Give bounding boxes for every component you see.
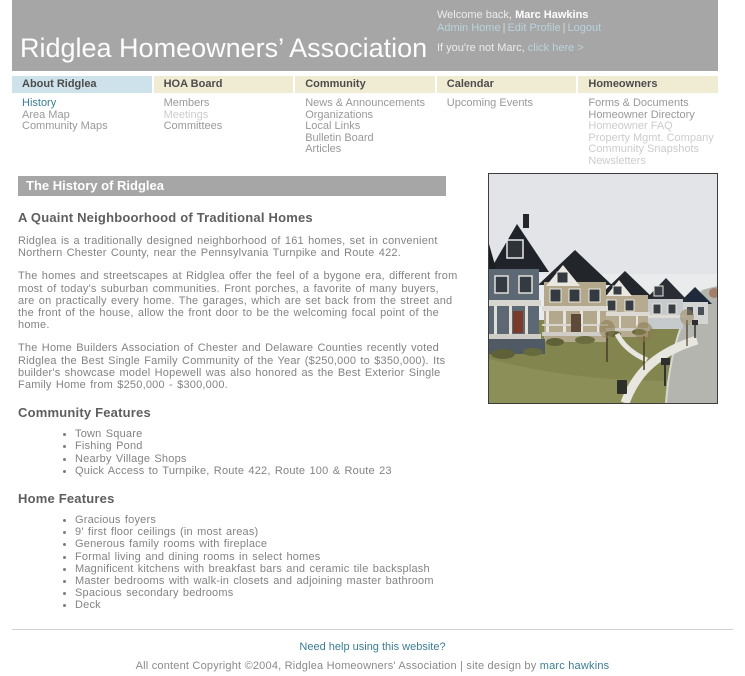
paragraph: Ridglea is a traditionally designed neighborhood of 161 homes, set in convenient Northern Chester County, near the Pennsylvania Turnpike and Route 422. [18,235,438,260]
nav-link-area-map[interactable]: Area Map [22,108,70,121]
switch-user-line [437,42,601,55]
edit-profile-link[interactable]: Edit Profile [507,22,561,34]
list-item: • Fishing Pond [75,440,458,452]
section-heading: A Quaint Neighboorhood of Traditional Homes [18,210,313,225]
sub-nav [12,93,718,176]
list-item: • Master bedrooms with walk-in closets and adjoining master bathroom [75,575,458,587]
list-item: • Formal living and dining rooms in select homes [75,551,458,563]
nav-link-articles[interactable]: Articles [305,143,342,155]
home-features-heading: Home Features [18,491,115,507]
nav-link-forms-documents[interactable]: Forms & Documents [588,97,689,109]
switch-user-link[interactable]: click here > [527,42,584,54]
page-title: The History of Ridglea [18,176,446,196]
link-separator: | [502,22,506,34]
article-column [18,176,458,612]
nav-link-bulletin-board[interactable]: Bulletin Board [305,131,374,144]
main-nav [12,76,718,93]
tab-community[interactable]: Community [295,76,435,93]
not-user-text: If you're not Marc, [437,42,525,54]
nav-link-newsletters: Newsletters [588,154,646,167]
site-footer [12,629,733,672]
nav-link-history[interactable]: History [22,97,57,109]
list-item: • Spacious secondary bedrooms [75,587,458,599]
welcome-line [437,9,601,22]
copyright-text: All content Copyright ©2004, Ridglea Homeowners' Association | site design by [135,660,537,672]
tab-hoa-board[interactable]: HOA Board [154,76,294,93]
list-item: • Deck [75,599,458,611]
home-features-list [18,514,458,612]
subnav-hoa-board [154,98,294,176]
list-item: • Nearby Village Shops [75,453,458,465]
list-item: • Town Square [75,428,458,440]
nav-link-property-mgmt-company: Property Mgmt. Company [588,131,714,144]
list-item: • Generous family rooms with fireplace [75,538,458,550]
tab-about-ridglea[interactable]: About Ridglea [12,76,152,93]
nav-link-meetings: Meetings [163,108,209,121]
user-welcome-block [437,9,601,55]
paragraph: The homes and streetscapes at Ridglea offer the feel of a bygone era, different from most of today's suburban communities. Front porches, a favorite of many buyers, are on practically every home. The garages, which are set back from the street and the front of the house, allow the front door to be the welcoming focal point of the home. [18,270,458,332]
subnav-community [295,98,435,176]
paragraph: The Home Builders Association of Chester and Delaware Counties recently voted Ridglea the Best Single Family Community of the Year ($250,000 to $350,000). Its builder's showcase model Hopewell was also honored as the Best Exterior Single Family Home from $250,000 - $300,000. [18,342,446,392]
help-link[interactable]: Need help using this website? [299,641,446,653]
nav-link-organizations[interactable]: Organizations [305,108,374,121]
help-line [12,637,733,655]
neighborhood-photo [488,173,718,404]
subnav-about-ridglea [12,98,152,176]
logout-link[interactable]: Logout [567,22,602,34]
nav-link-news-announcements[interactable]: News & Announcements [305,97,426,109]
nav-link-local-links[interactable]: Local Links [305,120,361,132]
list-item: • Quick Access to Turnpike, Route 422, Route 100 & Route 23 [75,465,458,477]
tab-homeowners[interactable]: Homeowners [578,76,718,93]
designer-link[interactable]: marc hawkins [539,660,610,672]
community-features-heading: Community Features [18,405,151,421]
admin-links-line [437,22,601,35]
link-separator: | [562,22,566,34]
site-title: Ridglea Homeowners’ Association [20,33,428,63]
community-features-list [18,428,458,477]
nav-link-community-snapshots: Community Snapshots [588,143,700,155]
nav-link-upcoming-events[interactable]: Upcoming Events [446,97,533,109]
site-header [12,0,718,71]
nav-link-committees[interactable]: Committees [163,120,223,132]
nav-link-homeowner-directory[interactable]: Homeowner Directory [588,108,695,121]
list-item: • 9' first floor ceilings (in most areas) [75,526,458,538]
welcome-prefix: Welcome back, [437,9,512,21]
subnav-homeowners [578,98,718,176]
list-item: • Magnificent kitchens with breakfast bars and ceramic tile backsplash [75,563,458,575]
list-item: • Gracious foyers [75,514,458,526]
nav-link-homeowner-faq: Homeowner FAQ [588,120,673,132]
page-container [12,0,718,672]
user-name: Marc Hawkins [515,9,589,21]
subnav-calendar [437,98,577,176]
main-content [12,176,718,627]
nav-link-community-maps[interactable]: Community Maps [22,120,108,132]
tab-calendar[interactable]: Calendar [437,76,577,93]
copyright-line [12,660,733,672]
admin-home-link[interactable]: Admin Home [437,22,501,34]
nav-link-members[interactable]: Members [163,97,210,109]
